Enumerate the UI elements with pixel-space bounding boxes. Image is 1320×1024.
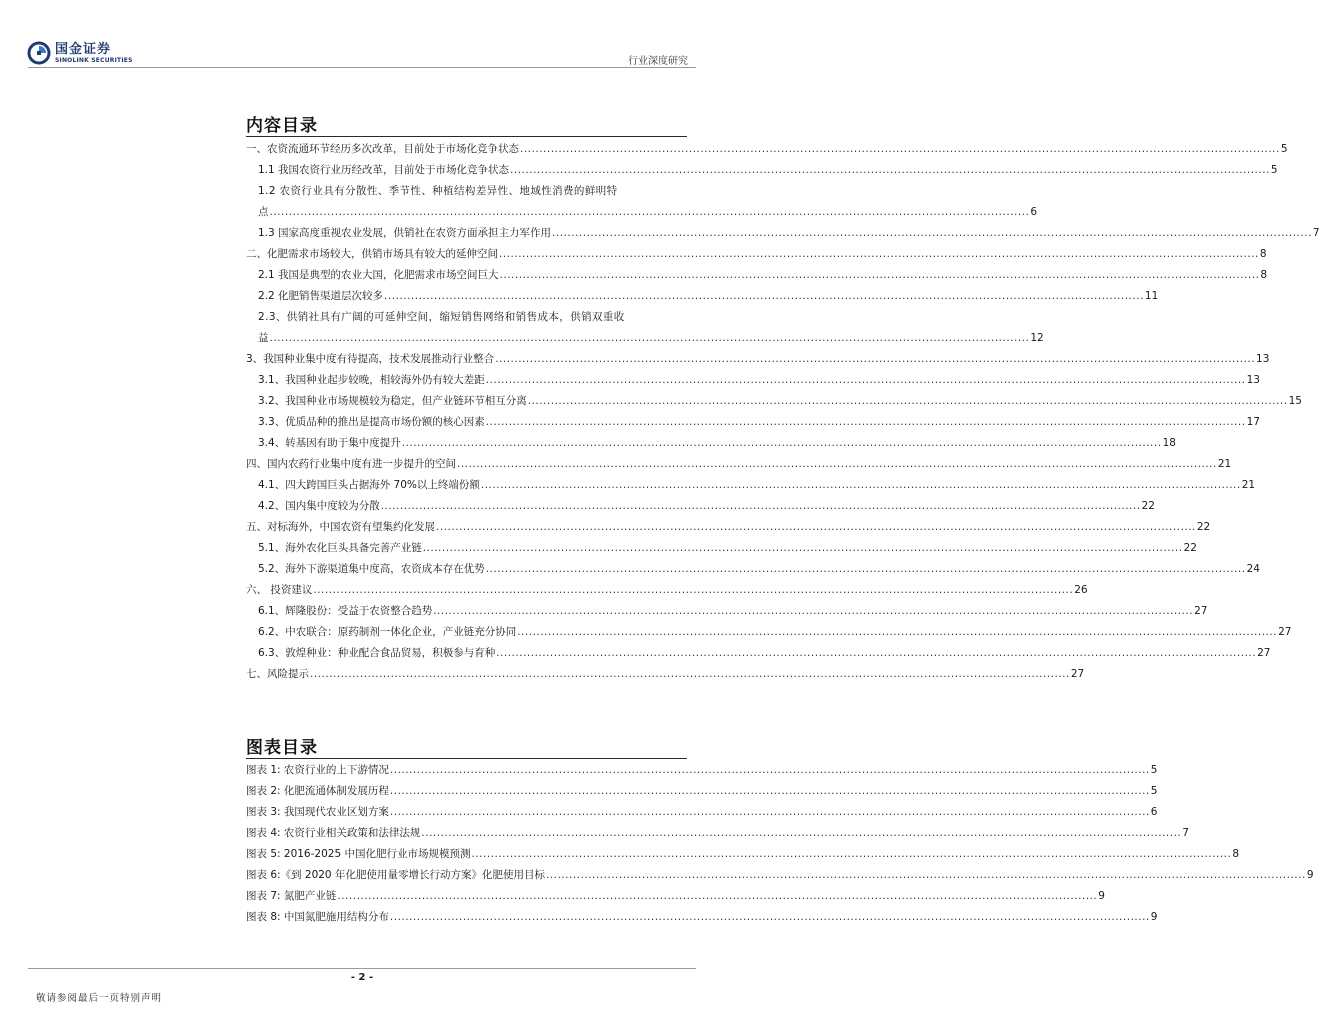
dot-leader: [528, 391, 1288, 412]
entry-page-number: 5: [1270, 164, 1278, 176]
entry-label: 图表 5: 2016-2025 中国化肥行业市场规模预测: [246, 848, 471, 860]
toc-entry[interactable]: [246, 517, 1211, 538]
figure-entry[interactable]: [246, 886, 1105, 907]
dot-leader: [552, 223, 1312, 244]
toc-entry[interactable]: [246, 580, 1088, 601]
entry-label: 2.2 化肥销售渠道层次较多: [258, 290, 384, 302]
dot-leader: [390, 760, 1150, 781]
entry-label: 4.1、四大跨国巨头占据海外 70%以上终端份额: [258, 479, 480, 491]
dot-leader: [520, 139, 1280, 160]
figure-list-title: 图表目录: [246, 738, 318, 758]
dot-leader: [496, 643, 1256, 664]
brand-name-cn: 国金证券: [55, 41, 112, 57]
footer-divider: [28, 968, 696, 969]
entry-page-number: 6: [1150, 806, 1158, 818]
toc-entry[interactable]: [246, 223, 1320, 244]
dot-leader: [457, 454, 1217, 475]
entry-page-number: 8: [1260, 269, 1268, 281]
entry-page-number: 9: [1150, 911, 1158, 923]
entry-label: 图表 6:《到 2020 年化肥使用量零增长行动方案》化肥使用目标: [246, 869, 545, 881]
disclaimer-note: 敬请参阅最后一页特别声明: [36, 993, 163, 1004]
dot-leader: [390, 802, 1150, 823]
entry-page-number: 17: [1246, 416, 1260, 428]
figure-entry[interactable]: [246, 802, 1158, 823]
entry-page-number: 5: [1150, 764, 1158, 776]
figure-list-title-rule: [246, 758, 687, 759]
figure-entry[interactable]: [246, 844, 1240, 865]
table-of-contents: [246, 139, 1320, 685]
figure-entry[interactable]: [246, 865, 1314, 886]
entry-label: 四、国内农药行业集中度有进一步提升的空间: [246, 458, 456, 470]
entry-label: 3、我国种业集中度有待提高，技术发展推动行业整合: [246, 353, 495, 365]
entry-page-number: 12: [1030, 332, 1044, 344]
toc-entry[interactable]: [246, 433, 1176, 454]
entry-label: 六、 投资建议: [246, 584, 313, 596]
dot-leader: [499, 244, 1259, 265]
toc-title: 内容目录: [246, 116, 318, 136]
dot-leader: [517, 622, 1277, 643]
entry-page-number: 15: [1288, 395, 1302, 407]
dot-leader: [486, 412, 1246, 433]
dot-leader: [495, 349, 1255, 370]
entry-label: 图表 4: 农资行业相关政策和法律法规: [246, 827, 421, 839]
entry-page-number: 21: [1241, 479, 1256, 491]
dot-leader: [390, 781, 1150, 802]
dot-leader: [436, 517, 1196, 538]
entry-page-number: 11: [1144, 290, 1159, 302]
toc-entry[interactable]: [246, 412, 1260, 433]
list-of-figures: [246, 760, 1314, 928]
dot-leader: [313, 580, 1073, 601]
entry-label: 图表 1: 农资行业的上下游情况: [246, 764, 389, 776]
entry-page-number: 6: [1030, 206, 1038, 218]
entry-label: 6.2、中农联合：原药制剂一体化企业，产业链充分协同: [258, 626, 517, 638]
entry-label: 1.3 国家高度重视农业发展，供销社在农资方面承担主力军作用: [258, 227, 552, 239]
figure-entry[interactable]: [246, 781, 1158, 802]
entry-page-number: 27: [1194, 605, 1208, 617]
entry-page-number: 22: [1141, 500, 1155, 512]
dot-leader: [510, 160, 1270, 181]
entry-label: 2.1 我国是典型的农业大国，化肥需求市场空间巨大: [258, 269, 499, 281]
entry-page-number: 18: [1162, 437, 1176, 449]
header-divider: [28, 67, 696, 68]
entry-label: 七、风险提示: [246, 668, 309, 680]
dot-leader: [310, 664, 1070, 685]
toc-entry-line[interactable]: 2.3、供销社具有广阔的可延伸空间，缩短销售网络和销售成本，供销双重收: [258, 311, 625, 323]
toc-entry[interactable]: [246, 664, 1085, 685]
entry-label: 图表 3: 我国现代农业区划方案: [246, 806, 389, 818]
entry-label: 3.1、我国种业起步较晚，相较海外仍有较大差距: [258, 374, 485, 386]
entry-label: 6.1、辉隆股份：受益于农资整合趋势: [258, 605, 433, 617]
entry-page-number: 13: [1256, 353, 1270, 365]
dot-leader: [486, 370, 1246, 391]
toc-entry[interactable]: [246, 160, 1278, 181]
entry-page-number: 7: [1182, 827, 1189, 839]
entry-label: 图表 2: 化肥流通体制发展历程: [246, 785, 389, 797]
toc-entry[interactable]: [246, 286, 1159, 307]
toc-entry[interactable]: [246, 601, 1208, 622]
toc-entry[interactable]: [246, 559, 1260, 580]
entry-page-number: 27: [1257, 647, 1271, 659]
entry-label: 二、化肥需求市场较大，供销市场具有较大的延伸空间: [246, 248, 498, 260]
brand-logo: [28, 42, 133, 64]
toc-title-rule: [246, 136, 687, 137]
toc-entry[interactable]: [246, 454, 1232, 475]
dot-leader: [270, 328, 1030, 349]
entry-label: 3.2、我国种业市场规模较为稳定，但产业链环节相互分离: [258, 395, 527, 407]
entry-label: 图表 7: 氮肥产业链: [246, 890, 337, 902]
dot-leader: [384, 286, 1144, 307]
entry-page-number: 9: [1306, 869, 1314, 881]
entry-page-number: 21: [1217, 458, 1232, 470]
toc-entry[interactable]: [246, 391, 1302, 412]
entry-label: 3.4、转基因有助于集中度提升: [258, 437, 401, 449]
dot-leader: [423, 538, 1183, 559]
toc-entry[interactable]: [246, 265, 1268, 286]
entry-label: 1.1 我国农资行业历经改革，目前处于市场化竞争状态: [258, 164, 510, 176]
toc-entry-continuation[interactable]: [246, 328, 1044, 349]
toc-entry-line[interactable]: 1.2 农资行业具有分散性、季节性、种植结构差异性、地域性消费的鲜明特: [258, 185, 618, 197]
page-header: [0, 0, 724, 72]
document-type: 行业深度研究: [628, 56, 688, 67]
entry-label: 5.1、海外农化巨头具备完善产业链: [258, 542, 422, 554]
entry-page-number: 22: [1196, 521, 1211, 533]
entry-page-number: 9: [1098, 890, 1105, 902]
entry-page-number: 8: [1259, 248, 1267, 260]
toc-entry[interactable]: [246, 643, 1271, 664]
toc-entry[interactable]: [246, 496, 1155, 517]
figure-entry[interactable]: [246, 823, 1189, 844]
dot-leader: [500, 265, 1260, 286]
page-number: - 2 -: [350, 972, 374, 983]
entry-label: 五、对标海外，中国农资有望集约化发展: [246, 521, 435, 533]
entry-page-number: 26: [1074, 584, 1088, 596]
dot-leader: [402, 433, 1162, 454]
entry-label: 6.3、敦煌种业：种业配合食品贸易，积极参与育种: [258, 647, 496, 659]
toc-entry[interactable]: [246, 370, 1260, 391]
entry-label: 一、农资流通环节经历多次改革，目前处于市场化竞争状态: [246, 143, 519, 155]
entry-page-number: 27: [1070, 668, 1085, 680]
dot-leader: [381, 496, 1141, 517]
dot-leader: [337, 886, 1097, 907]
entry-page-number: 8: [1232, 848, 1240, 860]
toc-entry[interactable]: [246, 244, 1267, 265]
toc-entry[interactable]: [246, 349, 1270, 370]
entry-page-number: 22: [1183, 542, 1197, 554]
entry-label: 益: [258, 332, 269, 344]
sinolink-logo-icon: [28, 42, 50, 64]
dot-leader: [481, 475, 1241, 496]
toc-entry[interactable]: [246, 538, 1197, 559]
dot-leader: [421, 823, 1181, 844]
dot-leader: [433, 601, 1193, 622]
entry-page-number: 13: [1246, 374, 1260, 386]
dot-leader: [390, 907, 1150, 928]
entry-page-number: 5: [1280, 143, 1288, 155]
figure-entry[interactable]: [246, 907, 1158, 928]
figure-entry[interactable]: [246, 760, 1158, 781]
entry-label: 点: [258, 206, 269, 218]
entry-page-number: 27: [1278, 626, 1292, 638]
toc-entry[interactable]: [246, 622, 1292, 643]
entry-page-number: 5: [1150, 785, 1158, 797]
entry-page-number: 24: [1246, 563, 1260, 575]
entry-page-number: 7: [1312, 227, 1320, 239]
entry-label: 3.3、优质品种的推出是提高市场份额的核心因素: [258, 416, 485, 428]
entry-label: 5.2、海外下游渠道集中度高，农资成本存在优势: [258, 563, 485, 575]
brand-name-en: SINOLINK SECURITIES: [55, 56, 133, 64]
dot-leader: [471, 844, 1231, 865]
toc-entry[interactable]: [246, 475, 1256, 496]
toc-entry[interactable]: [246, 139, 1288, 160]
dot-leader: [546, 865, 1306, 886]
toc-entry-continuation[interactable]: [246, 202, 1038, 223]
entry-label: 图表 8: 中国氮肥施用结构分布: [246, 911, 389, 923]
entry-label: 4.2、国内集中度较为分散: [258, 500, 380, 512]
dot-leader: [486, 559, 1246, 580]
dot-leader: [270, 202, 1030, 223]
